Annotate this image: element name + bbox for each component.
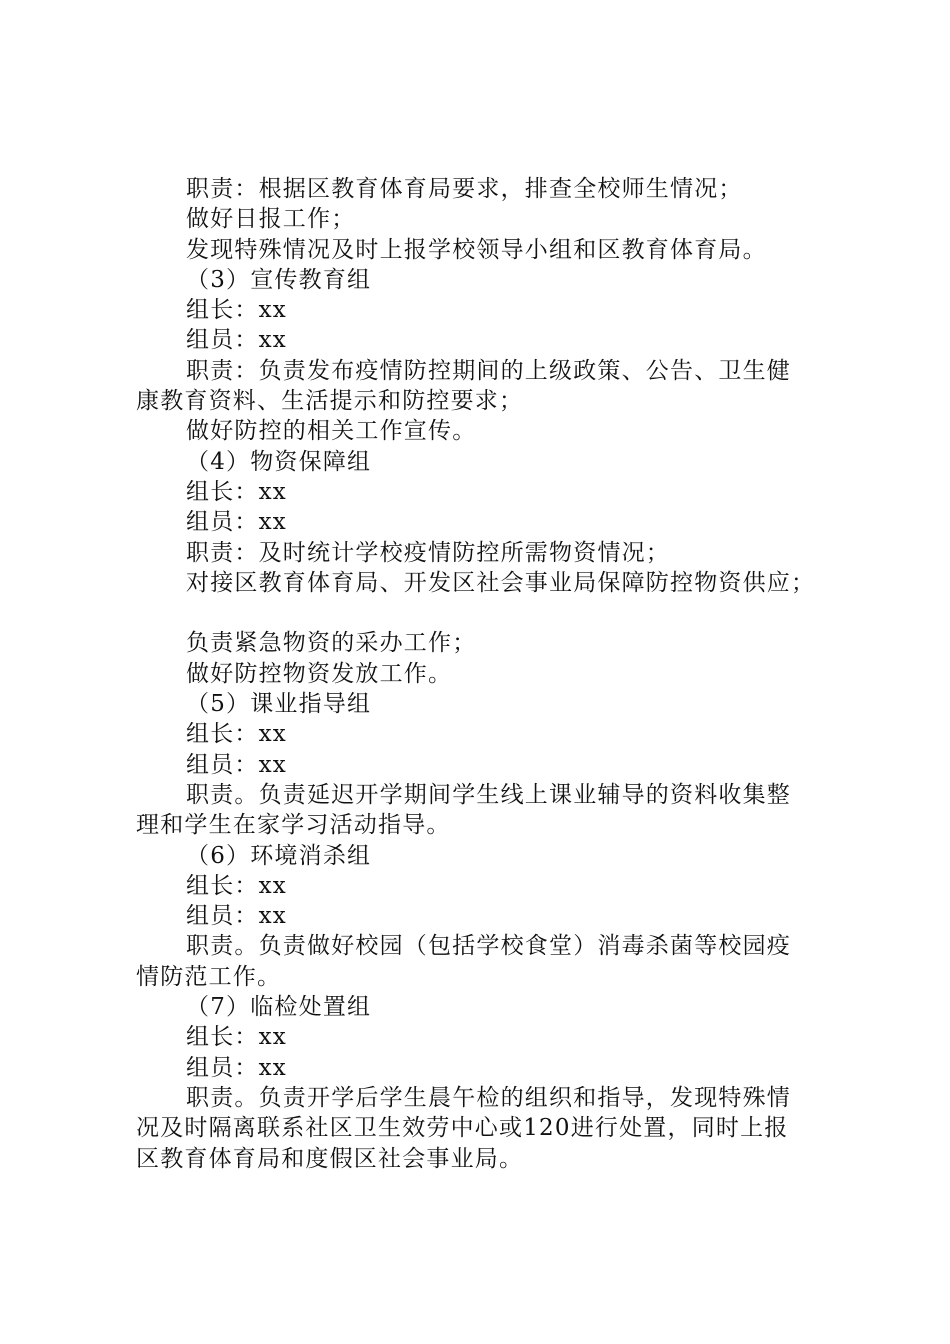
text-line: 职责。负责延迟开学期间学生线上课业辅导的资料收集整 [186,781,791,808]
text-line: 发现特殊情况及时上报学校领导小组和区教育体育局。 [186,236,767,263]
document-body [136,174,836,1174]
group-members: 组员：xx [186,1054,287,1081]
group-leader: 组长：xx [186,872,287,899]
text-line: 职责：负责发布疫情防控期间的上级政策、公告、卫生健 [186,357,791,384]
group-members: 组员：xx [186,327,287,354]
text-line-continued: 情防范工作。 [136,963,282,990]
section-heading: （3）宣传教育组 [186,266,372,293]
text-line: 职责。负责做好校园（包括学校食堂）消毒杀菌等校园疫 [186,933,791,960]
group-leader: 组长：xx [186,1024,287,1051]
text-line: 职责：根据区教育体育局要求，排查全校师生情况； [186,176,743,202]
text-line-continued: 理和学生在家学习活动指导。 [136,812,451,839]
text-line-continued: 况及时隔离联系社区卫生效劳中心或120进行处置，同时上报 [136,1115,789,1142]
group-leader: 组长：xx [186,478,287,505]
blank-line [136,598,836,628]
text-line: 负责紧急物资的采办工作； [186,630,477,657]
group-members: 组员：xx [186,509,287,536]
section-heading: （5）课业指导组 [186,691,372,718]
text-line-continued: 康教育资料、生活提示和防控要求； [136,388,524,415]
text-line-continued: 区教育体育局和度假区社会事业局。 [136,1145,524,1172]
text-line: 做好防控物资发放工作。 [186,660,453,687]
group-members: 组员：xx [186,751,287,778]
group-leader: 组长：xx [186,721,287,748]
group-members: 组员：xx [186,903,287,930]
section-heading: （6）环境消杀组 [186,842,372,869]
text-line: 做好防控的相关工作宣传。 [186,418,477,445]
group-leader: 组长：xx [186,297,287,324]
text-line: 做好日报工作； [186,206,356,233]
section-heading: （4）物资保障组 [186,448,372,475]
text-line: 对接区教育体育局、开发区社会事业局保障防控物资供应； [186,569,816,596]
text-line: 职责：及时统计学校疫情防控所需物资情况； [186,539,670,566]
section-heading: （7）临检处置组 [186,994,372,1021]
text-line: 职责。负责开学后学生晨午检的组织和指导，发现特殊情 [186,1084,791,1111]
